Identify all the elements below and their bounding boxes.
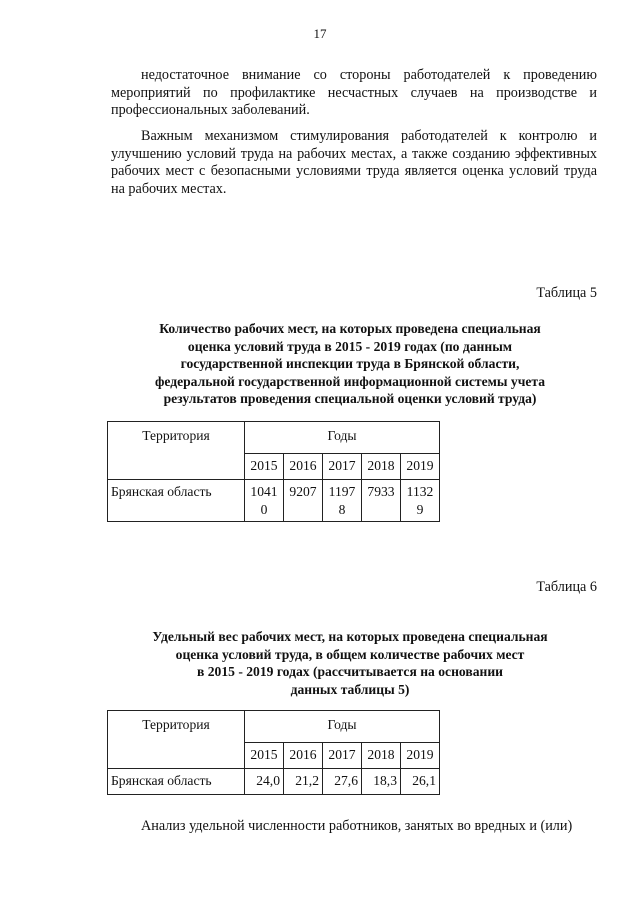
table5-year: 2016 — [284, 454, 323, 480]
table5-cell — [284, 480, 323, 522]
table5-row — [108, 480, 440, 522]
table6-region: Брянская область — [108, 769, 245, 795]
page-number: 17 — [313, 26, 327, 41]
cell-line: 7933 — [367, 484, 395, 499]
table6-header-years: Годы — [245, 711, 440, 743]
table6-cell: 24,0 — [245, 769, 284, 795]
table6-year: 2019 — [401, 743, 440, 769]
paragraph-2: Важным механизмом стимулирования работодателей к контролю и улучшению условий труда на рабочих местах, а также созданию эффективных рабочих мест с безопасными условиями труда является оценка условий труда на рабочих местах. — [111, 128, 597, 197]
table6-title-line: в 2015 - 2019 годах (рассчитывается на основании — [197, 664, 503, 680]
paragraph-1: недостаточное внимание со стороны работодателей к проведению мероприятий по профилактике несчастных случаев на производстве и профессиональных заболеваний. — [111, 67, 597, 119]
table5-header-territory: Территория — [108, 422, 245, 480]
table6-year: 2018 — [362, 743, 401, 769]
table5-year: 2015 — [245, 454, 284, 480]
table6-cell: 26,1 — [401, 769, 440, 795]
table6-title-line: оценка условий труда, в общем количестве рабочих мест — [175, 646, 525, 662]
cell-line: 8 — [338, 502, 346, 517]
table5-title-line: результатов проведения специальной оценки условий труда) — [163, 391, 537, 407]
table5-year: 2017 — [323, 454, 362, 480]
paragraph-3: Анализ удельной численности работников, занятых во вредных и (или) — [141, 818, 573, 834]
table5-title-line: федеральной государственной информационной системы учета — [154, 373, 546, 389]
table5-cell — [245, 480, 284, 522]
table6-cell: 21,2 — [284, 769, 323, 795]
table6-title — [100, 628, 600, 698]
table6-title-line: данных таблицы 5) — [290, 681, 410, 697]
table6-year: 2015 — [245, 743, 284, 769]
table5-cell — [401, 480, 440, 522]
table5-cell — [323, 480, 362, 522]
table6-year: 2017 — [323, 743, 362, 769]
table6-title-line: Удельный вес рабочих мест, на которых проведена специальная — [152, 629, 548, 644]
table5-title — [100, 320, 600, 408]
cell-line: 0 — [260, 502, 268, 517]
table5-title-line: государственной инспекции труда в Брянской области, — [180, 356, 520, 372]
cell-line: 9 — [416, 502, 424, 517]
table6-year: 2016 — [284, 743, 323, 769]
cell-line: 1132 — [406, 484, 434, 499]
table6-header-territory: Территория — [108, 711, 245, 769]
cell-line: 9207 — [289, 484, 317, 499]
table5-cell — [362, 480, 401, 522]
table5-title-line: Количество рабочих мест, на которых проведена специальная — [159, 321, 541, 336]
table5-title-line: оценка условий труда в 2015 - 2019 годах (по данным — [187, 338, 513, 354]
table6-cell: 27,6 — [323, 769, 362, 795]
table5-year: 2018 — [362, 454, 401, 480]
table6 — [107, 710, 440, 795]
table5-year: 2019 — [401, 454, 440, 480]
cell-line: 1197 — [328, 484, 356, 499]
table5-label: Таблица 5 — [536, 285, 597, 301]
table5 — [107, 421, 440, 522]
table5-header-years: Годы — [245, 422, 440, 454]
table6-row — [108, 769, 440, 795]
table5-region: Брянская область — [108, 480, 245, 522]
table6-cell: 18,3 — [362, 769, 401, 795]
cell-line: 1041 — [250, 484, 278, 499]
table6-label: Таблица 6 — [536, 579, 597, 595]
